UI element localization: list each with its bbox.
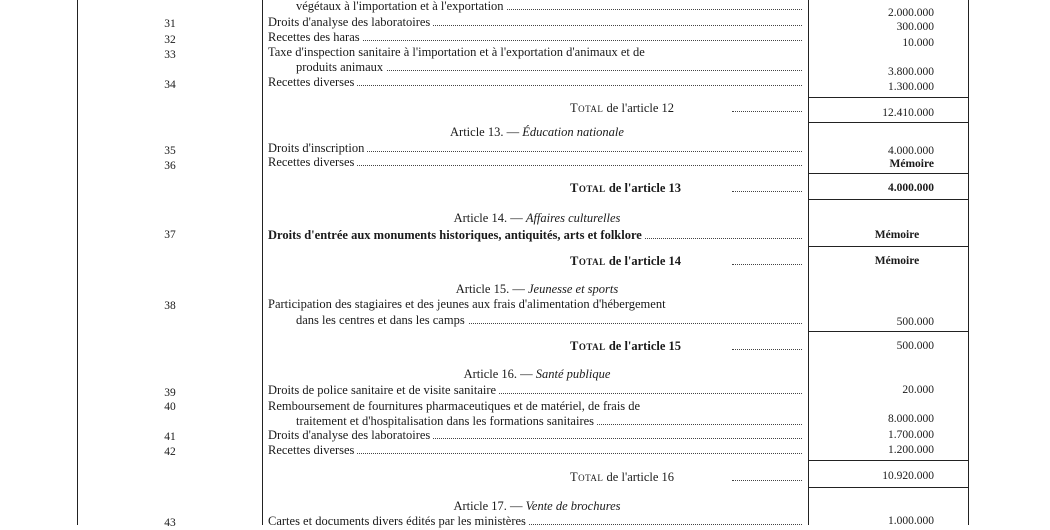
number-column-rule — [262, 0, 263, 525]
line-item-amount: 20.000 — [902, 384, 934, 396]
line-item-amount: 3.800.000 — [888, 66, 934, 78]
line-item-amount: 4.000.000 — [888, 145, 934, 157]
article-total-amount: 4.000.000 — [888, 182, 934, 194]
line-number: 35 — [164, 145, 176, 157]
subtotal-rule — [808, 460, 968, 461]
article-total-amount: 12.410.000 — [882, 107, 934, 119]
total-rule — [808, 199, 968, 200]
line-number: 43 — [164, 517, 176, 529]
line-item-continuation: dans les centres et dans les camps — [296, 313, 806, 327]
line-item-description: Recettes diverses — [268, 443, 806, 457]
line-number: 42 — [164, 446, 176, 458]
article-total-label: Total de l'article 12 — [450, 101, 806, 115]
line-item-continuation: produits animaux — [296, 60, 806, 74]
line-item-description: Recettes diverses — [268, 75, 806, 89]
line-item-amount: 1.300.000 — [888, 81, 934, 93]
line-item-amount: 500.000 — [896, 316, 934, 328]
line-item-description: Droits d'entrée aux monuments historiques, antiquités, arts et folklore — [268, 228, 806, 242]
article-total-amount: 500.000 — [896, 340, 934, 352]
line-item-continuation: traitement et d'hospitalisation dans les formations sanitaires — [296, 414, 806, 428]
left-margin-rule — [77, 0, 78, 525]
subtotal-rule — [808, 246, 968, 247]
line-item-amount: Mémoire — [889, 158, 934, 170]
line-number: 33 — [164, 49, 176, 61]
line-item-description: Cartes et documents divers édités par les ministères — [268, 514, 806, 528]
line-item-description: Participation des stagiaires et des jeunes aux frais d'alimentation d'hébergement — [268, 297, 806, 311]
article-total-label: Total de l'article 14 — [450, 254, 806, 268]
article-heading: Article 13. — Éducation nationale — [450, 125, 624, 139]
line-item-amount: 1.700.000 — [888, 429, 934, 441]
amount-column-left-rule — [808, 0, 809, 525]
line-item-continuation: végétaux à l'importation et à l'exportation — [296, 0, 806, 13]
article-heading: Article 15. — Jeunesse et sports — [455, 282, 619, 296]
article-heading: Article 17. — Vente de brochures — [453, 499, 621, 513]
line-item-amount: 10.000 — [902, 37, 934, 49]
line-item-amount: 8.000.000 — [888, 413, 934, 425]
total-rule — [808, 487, 968, 488]
line-item-description: Droits d'analyse des laboratoires — [268, 428, 806, 442]
line-item-description: Remboursement de fournitures pharmaceutiques et de matériel, de frais de — [268, 399, 806, 413]
line-item-description: Droits de police sanitaire et de visite sanitaire — [268, 383, 806, 397]
line-number: 36 — [164, 160, 176, 172]
line-item-amount: 300.000 — [896, 21, 934, 33]
line-item-amount: 2.000.000 — [888, 7, 934, 19]
subtotal-rule — [808, 173, 968, 174]
article-heading: Article 14. — Affaires culturelles — [453, 211, 621, 225]
line-item-amount: 1.000.000 — [888, 515, 934, 527]
line-number: 31 — [164, 18, 176, 30]
line-item-description: Recettes des haras — [268, 30, 806, 44]
article-total-label: Total de l'article 15 — [450, 339, 806, 353]
line-item-amount: Mémoire — [874, 229, 920, 241]
line-item-description: Droits d'analyse des laboratoires — [268, 15, 806, 29]
article-heading: Article 16. — Santé publique — [463, 367, 611, 381]
article-total-amount: Mémoire — [874, 255, 920, 267]
line-number: 32 — [164, 34, 176, 46]
line-item-description: Taxe d'inspection sanitaire à l'importation et à l'exportation d'animaux et de — [268, 45, 806, 59]
line-number: 37 — [164, 229, 176, 241]
line-number: 39 — [164, 387, 176, 399]
line-item-description: Droits d'inscription — [268, 141, 806, 155]
subtotal-rule — [808, 97, 968, 98]
line-item-description: Recettes diverses — [268, 155, 806, 169]
line-number: 34 — [164, 79, 176, 91]
line-number: 40 — [164, 401, 176, 413]
line-item-amount: 1.200.000 — [888, 444, 934, 456]
amount-column-right-rule — [968, 0, 969, 525]
article-total-label: Total de l'article 13 — [450, 181, 806, 195]
total-rule — [808, 122, 968, 123]
subtotal-rule — [808, 331, 968, 332]
line-number: 38 — [164, 300, 176, 312]
line-number: 41 — [164, 431, 176, 443]
article-total-label: Total de l'article 16 — [450, 470, 806, 484]
article-total-amount: 10.920.000 — [882, 470, 934, 482]
